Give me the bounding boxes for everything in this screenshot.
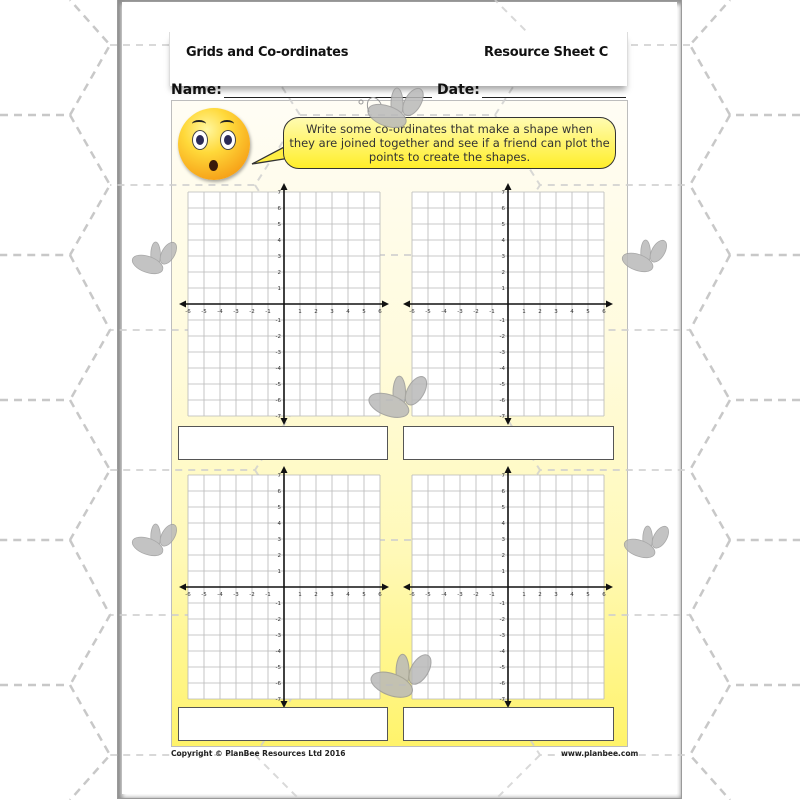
y-tick-label: -5 (499, 665, 505, 671)
x-tick-label: -4 (217, 309, 223, 315)
y-tick-label: 5 (501, 505, 505, 511)
x-tick-label: 5 (586, 592, 590, 598)
instruction-line-2: they are joined together and see if a friend can plot the (289, 136, 610, 150)
x-tick-label: 1 (522, 309, 526, 315)
bee-watermark-icon (122, 238, 178, 278)
y-tick-label: -1 (499, 318, 505, 324)
y-tick-label: 7 (277, 190, 281, 196)
bee-watermark-icon (614, 522, 670, 562)
x-tick-label: 2 (538, 309, 542, 315)
x-tick-label: -5 (201, 592, 207, 598)
x-tick-label: -5 (201, 309, 207, 315)
x-tick-label: -3 (457, 592, 463, 598)
x-tick-label: 5 (362, 309, 366, 315)
y-tick-label: -2 (499, 334, 505, 340)
x-tick-label: -1 (489, 309, 495, 315)
x-tick-label: 4 (570, 592, 574, 598)
x-tick-label: 3 (330, 309, 334, 315)
y-tick-label: 2 (277, 553, 281, 559)
y-tick-label: 1 (277, 286, 281, 292)
y-tick-label: -2 (499, 617, 505, 623)
y-tick-label: 6 (277, 206, 281, 212)
y-tick-label: -5 (275, 382, 281, 388)
instruction-line-3: points to create the shapes. (368, 150, 531, 164)
answer-box-2[interactable] (403, 426, 614, 460)
y-tick-label: -4 (499, 649, 505, 655)
y-tick-label: 5 (277, 222, 281, 228)
bee-watermark-icon (612, 236, 668, 276)
x-tick-label: 3 (554, 309, 558, 315)
copyright-text: Copyright © PlanBee Resources Ltd 2016 (171, 749, 346, 758)
y-tick-label: -6 (275, 398, 281, 404)
instruction-line-1: Write some co-ordinates that make a shape when (306, 122, 593, 136)
x-tick-label: -4 (441, 309, 447, 315)
resource-sheet-label: Resource Sheet C (484, 45, 608, 60)
y-tick-label: 6 (277, 489, 281, 495)
x-tick-label: -2 (249, 592, 255, 598)
x-tick-label: 4 (346, 309, 350, 315)
answer-box-3[interactable] (178, 707, 388, 741)
x-tick-label: -3 (233, 309, 239, 315)
x-tick-label: -4 (441, 592, 447, 598)
y-tick-label: -6 (499, 398, 505, 404)
x-tick-label: 1 (522, 592, 526, 598)
x-tick-label: 4 (346, 592, 350, 598)
y-tick-label: 7 (501, 473, 505, 479)
y-tick-label: -4 (499, 366, 505, 372)
surprised-face-icon (178, 108, 250, 180)
x-tick-label: -6 (409, 592, 415, 598)
y-tick-label: 3 (277, 254, 281, 260)
x-tick-label: -1 (489, 592, 495, 598)
x-tick-label: -4 (217, 592, 223, 598)
y-tick-label: 4 (501, 238, 505, 244)
x-tick-label: -3 (457, 309, 463, 315)
y-tick-label: -5 (499, 382, 505, 388)
y-tick-label: 3 (277, 537, 281, 543)
y-tick-label: 5 (501, 222, 505, 228)
y-tick-label: -7 (275, 697, 281, 703)
y-tick-label: 5 (277, 505, 281, 511)
date-label: Date: (437, 82, 480, 98)
worksheet-title: Grids and Co-ordinates (186, 45, 349, 60)
y-tick-label: -3 (275, 350, 281, 356)
x-tick-label: 3 (554, 592, 558, 598)
y-tick-label: -6 (499, 681, 505, 687)
bee-watermark-icon (355, 650, 435, 702)
y-tick-label: 4 (501, 521, 505, 527)
y-tick-label: 4 (277, 521, 281, 527)
y-tick-label: 1 (501, 286, 505, 292)
y-tick-label: -2 (275, 334, 281, 340)
y-tick-label: -1 (499, 601, 505, 607)
x-tick-label: 4 (570, 309, 574, 315)
x-tick-label: -2 (249, 309, 255, 315)
x-tick-label: 3 (330, 592, 334, 598)
answer-box-1[interactable] (178, 426, 388, 460)
y-tick-label: -3 (499, 350, 505, 356)
x-tick-label: 6 (378, 309, 382, 315)
x-tick-label: 2 (314, 592, 318, 598)
y-tick-label: 1 (501, 569, 505, 575)
y-tick-label: -4 (275, 649, 281, 655)
y-tick-label: 7 (277, 473, 281, 479)
x-tick-label: -6 (185, 592, 191, 598)
y-tick-label: -1 (275, 601, 281, 607)
y-tick-label: -1 (275, 318, 281, 324)
bee-watermark-icon (352, 372, 432, 422)
x-tick-label: 2 (314, 309, 318, 315)
y-tick-label: 6 (501, 206, 505, 212)
y-tick-label: 3 (501, 254, 505, 260)
y-tick-label: 7 (501, 190, 505, 196)
x-tick-label: -6 (185, 309, 191, 315)
y-tick-label: -7 (499, 414, 505, 420)
instruction-speech-bubble (283, 117, 616, 169)
y-tick-label: -7 (499, 697, 505, 703)
bee-watermark-icon (355, 84, 425, 132)
y-tick-label: 4 (277, 238, 281, 244)
x-tick-label: 6 (378, 592, 382, 598)
x-tick-label: -6 (409, 309, 415, 315)
y-tick-label: -6 (275, 681, 281, 687)
x-tick-label: -2 (473, 309, 479, 315)
y-tick-label: 2 (501, 270, 505, 276)
x-tick-label: 6 (602, 309, 606, 315)
x-tick-label: -1 (265, 309, 271, 315)
x-tick-label: 2 (538, 592, 542, 598)
x-tick-label: -3 (233, 592, 239, 598)
y-tick-label: -5 (275, 665, 281, 671)
x-tick-label: -5 (425, 309, 431, 315)
y-tick-label: 6 (501, 489, 505, 495)
answer-box-4[interactable] (403, 707, 614, 741)
x-tick-label: -1 (265, 592, 271, 598)
x-tick-label: -2 (473, 592, 479, 598)
name-label: Name: (171, 82, 222, 98)
date-input-line[interactable] (482, 97, 626, 98)
x-tick-label: 5 (362, 592, 366, 598)
bee-watermark-icon (122, 520, 178, 560)
y-tick-label: -2 (275, 617, 281, 623)
x-tick-label: 1 (298, 309, 302, 315)
x-tick-label: 6 (602, 592, 606, 598)
y-tick-label: 3 (501, 537, 505, 543)
coordinate-grid-top-right[interactable] (402, 182, 614, 426)
y-tick-label: -3 (275, 633, 281, 639)
y-tick-label: 2 (501, 553, 505, 559)
y-tick-label: 2 (277, 270, 281, 276)
y-tick-label: -7 (275, 414, 281, 420)
y-tick-label: -3 (499, 633, 505, 639)
website-text: www.planbee.com (561, 749, 639, 758)
x-tick-label: 1 (298, 592, 302, 598)
x-tick-label: -5 (425, 592, 431, 598)
x-tick-label: 5 (586, 309, 590, 315)
y-tick-label: 1 (277, 569, 281, 575)
y-tick-label: -4 (275, 366, 281, 372)
